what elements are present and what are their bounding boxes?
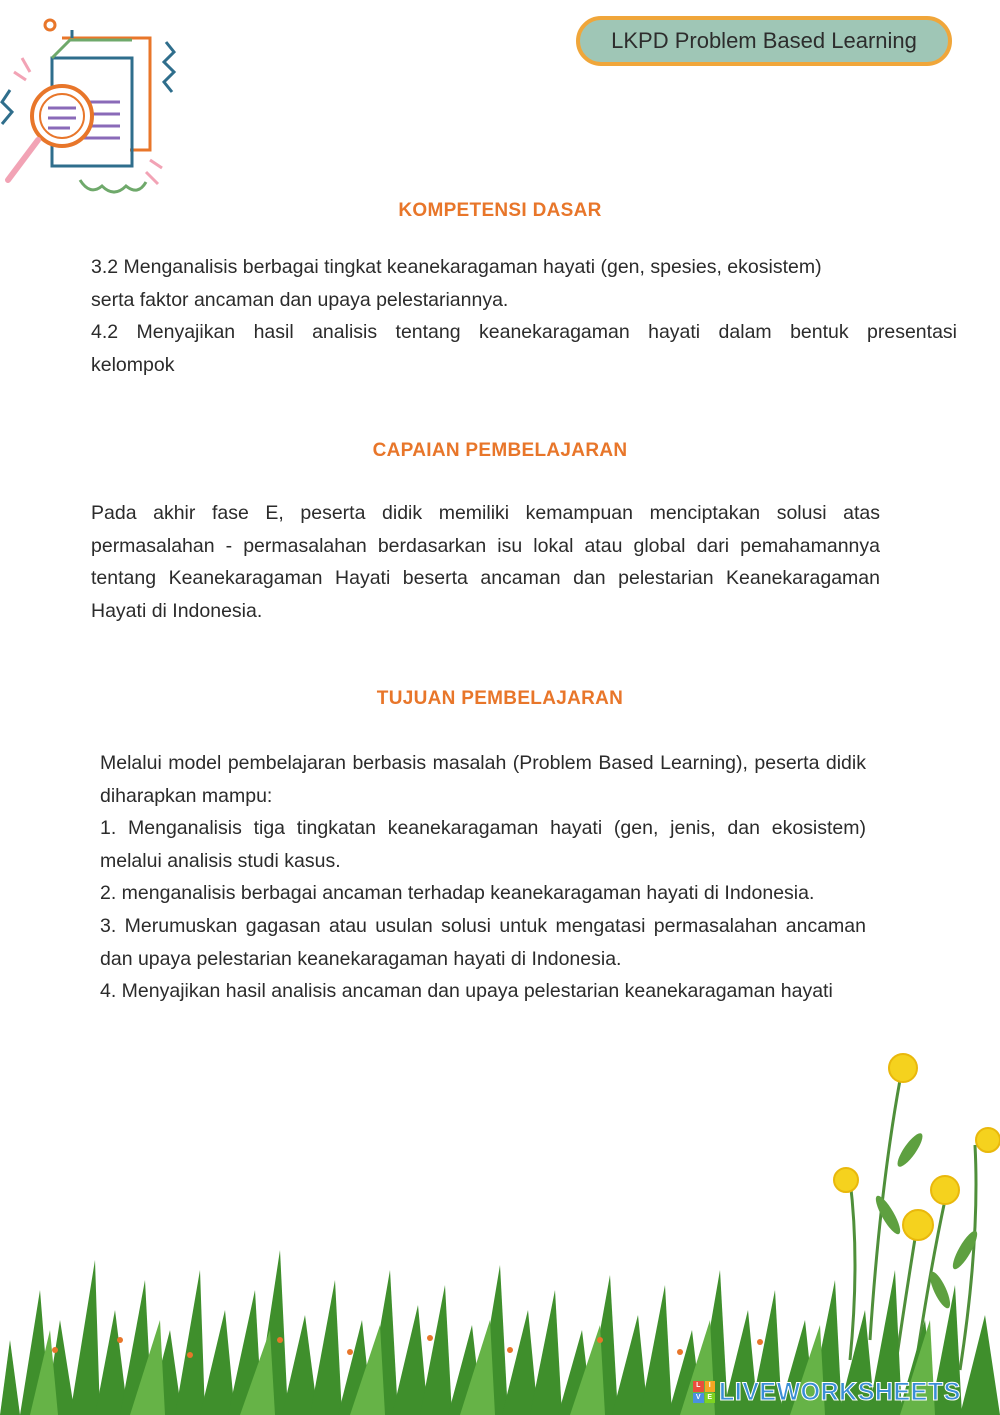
kompetensi-line-4: kelompok (91, 353, 175, 376)
capaian-paragraph: Pada akhir fase E, peserta didik memiliki kemampuan menciptakan solusi atas permasalahan - permasalahan berdasarkan isu lokal atau global dari pemahamannya tentang Keanekaragaman Hayati beserta ancaman dan pelestarian Keanekaragaman Hayati di Indonesia. (91, 502, 880, 622)
kompetensi-line-2: serta faktor ancaman dan upaya pelestariannya. (91, 288, 509, 311)
capaian-title: CAPAIAN PEMBELAJARAN (372, 440, 628, 461)
liveworksheets-logo-icon (693, 1381, 715, 1403)
wm-letter-i: I (705, 1381, 716, 1392)
tujuan-intro: Melalui model pembelajaran berbasis masalah (Problem Based Learning), peserta didik diharapkan mampu: (100, 752, 866, 807)
document-magnifier-icon (0, 10, 185, 195)
kompetensi-line-1: 3.2 Menganalisis berbagai tingkat keanekaragaman hayati (gen, spesies, ekosistem) (91, 256, 822, 278)
wm-letter-l: L (693, 1381, 704, 1392)
wm-letter-e: E (705, 1393, 716, 1404)
capaian-text (91, 497, 880, 627)
tujuan-item-2: 2. menganalisis berbagai ancaman terhadap keanekaragaman hayati di Indonesia. (100, 882, 815, 905)
tujuan-title: TUJUAN PEMBELAJARAN (376, 688, 624, 709)
liveworksheets-text: LIVEWORKSHEETS (719, 1377, 961, 1406)
grass-flowers-illustration (0, 1040, 1000, 1415)
tujuan-item-3: 3. Merumuskan gagasan atau usulan solusi untuk mengatasi permasalahan ancaman dan upaya pelestarian keanekaragaman hayati di Indonesia. (100, 914, 866, 970)
tujuan-text (100, 747, 866, 1008)
kompetensi-title: KOMPETENSI DASAR (398, 200, 602, 221)
header-badge (576, 16, 952, 66)
wm-letter-v: V (693, 1393, 704, 1404)
kompetensi-text (91, 251, 957, 381)
tujuan-item-4: 4. Menyajikan hasil analisis ancaman dan upaya pelestarian keanekaragaman hayati (100, 980, 833, 1003)
kompetensi-line-3: 4.2 Menyajikan hasil analisis tentang keanekaragaman hayati dalam bentuk presentasi (91, 321, 957, 344)
liveworksheets-watermark (693, 1378, 961, 1406)
tujuan-item-1: 1. Menganalisis tiga tingkatan keanekaragaman hayati (gen, jenis, dan ekosistem) melalui analisis studi kasus. (100, 817, 866, 872)
header-badge-label: LKPD Problem Based Learning (611, 28, 917, 53)
